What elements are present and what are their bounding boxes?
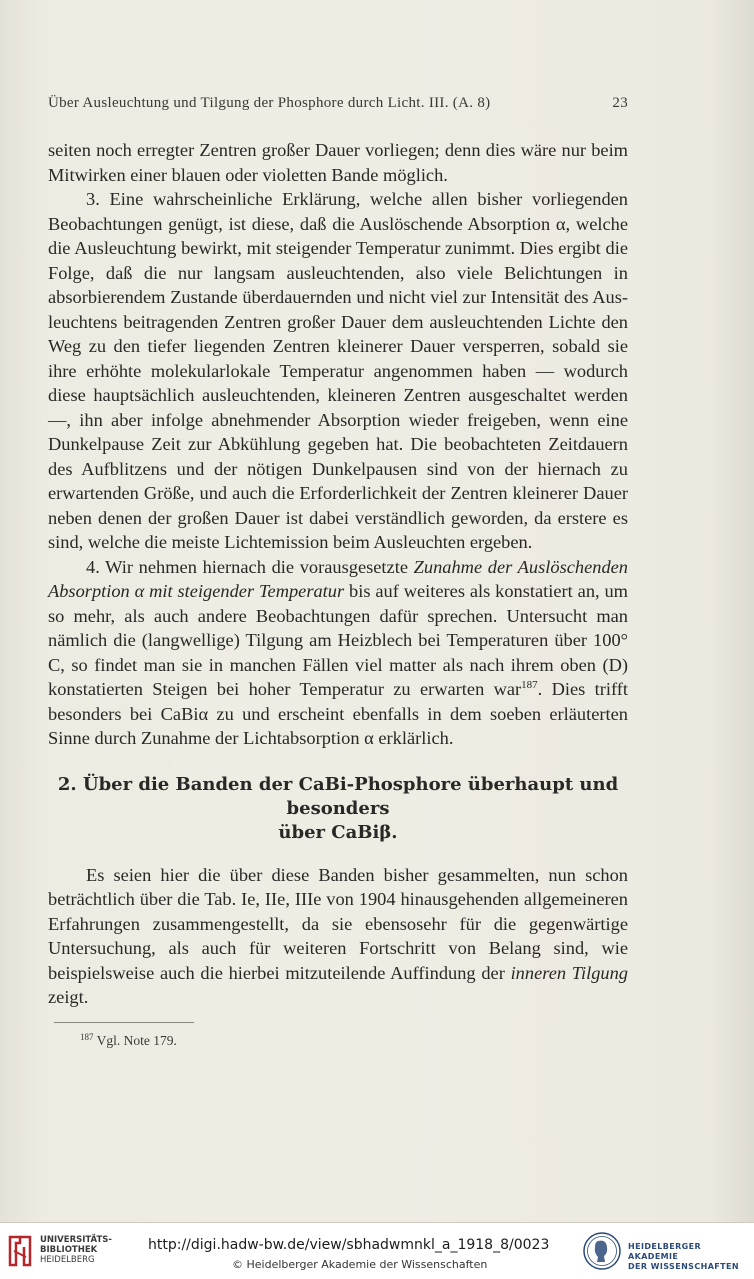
page-number: 23 <box>612 95 628 111</box>
paragraph-4-text-b: bis auf weiteres als konstatiert an, um so mehr, als auch andere Beobachtungen dafür sprechen. Untersucht man nämlich die (langwellige) Tilgung am Heizblech bei Temperaturen über 100° C, so findet man sie in manchen Fällen viel matter als nach ihrem oben (D) konstatierten Steigen bei hoher Temperatur zu erwarten war <box>48 581 628 699</box>
academy-line-2: DER WISSENSCHAFTEN <box>628 1262 739 1271</box>
running-header <box>48 95 628 112</box>
footnote-divider <box>54 1022 194 1023</box>
main-text <box>48 138 628 1053</box>
section-heading-line-1: 2. Über die Banden der CaBi-Phosphore überhaupt und besonders <box>57 773 619 819</box>
library-line-3: HEIDELBERG <box>40 1255 95 1265</box>
paragraph-4-emphasis: Zunahme der Auslöschenden Absorption α mit steigender Temperatur <box>48 556 628 601</box>
footnote-text: Vgl. Note 179. <box>93 1032 177 1048</box>
section-heading <box>48 773 628 845</box>
paragraph-4-text-c: . Dies trifft besonders bei CaBiα zu und erscheint ebenfalls in dem soeben erläuterten Sinne durch Zunahme der Lichtabsorption α erklärlich. <box>48 679 628 748</box>
running-title: Über Ausleuchtung und Tilgung der Phosphore durch Licht. III. (A. 8) <box>48 95 491 111</box>
paragraph-section-2-text-b: zeigt. <box>48 987 89 1007</box>
paragraph-section-2-emphasis: inneren Tilgung <box>510 962 628 983</box>
academy-line-1: HEIDELBERGER AKADEMIE <box>628 1242 702 1261</box>
section-heading-line-2: über CaBiβ. <box>278 821 398 843</box>
permalink-url[interactable]: http://digi.hadw-bw.de/view/sbhadwmnkl_a_1918_8/0023 <box>148 1237 550 1253</box>
footer-bar <box>0 1222 754 1279</box>
paragraph-3: 3. Eine wahrscheinliche Erklärung, welche allen bisher vorliegenden Beobachtungen genügt, ist diese, daß die Auslöschende Absorption α, welche die Ausleuchtung bewirkt, mit steigender Temperatur zunimmt. Dies ergibt die Folge, daß die nur langsam ausleuchtenden, also viele Belichtungen in absorbierendem Zustande überdauernden und nicht viel zur Intensität des Ausleuchtens beitragenden Zentren großer Dauer dem ausleuchtenden Lichte den Weg zu den tiefer liegenden Zentren kleinerer Dauer versperren, sobald sie ihre erhöhte molekularlokale Temperatur angenommen haben — wodurch diese hauptsächlich ausleuchtenden, kleineren Zentren ausgeschaltet werden —, ihn aber infolge abnehmender Absorption wieder freigeben, wenn eine Dunkelpause Zeit zur Abkühlung gegeben hat. Die beobachteten Zeitdauern des Aufblitzens und der nötigen Dunkelpausen sind von der hiernach zu erwartenden Größe, und auch die Erforderlichkeit der Zentren kleinerer Dauer neben denen der großen Dauer ist dabei verständlich geworden, da erstere es sind, welche die meiste Lichtemission beim Ausleuchten ergeben. <box>48 189 628 552</box>
academy-name <box>628 1242 754 1272</box>
copyright-notice: © Heidelberger Akademie der Wissenschaften <box>232 1258 488 1271</box>
footnote <box>80 1029 628 1054</box>
academy-seal-icon <box>582 1229 622 1273</box>
paragraph-4 <box>48 555 628 751</box>
paragraph-section-2-text-a: Es seien hier die über diese Banden bisher gesammelten, nun schon beträchtlich über die Tab. Ie, IIe, IIIe von 1904 hinausgehenden allgemeineren Erfahrungen zusammengestellt, da sie ebensosehr für die gegenwärtige Untersuchung, als auch für weiteren Fortschritt von Belang sind, wie beispielsweise auch die hierbei mitzuteilende Auffindung der <box>48 864 628 983</box>
library-line-1: UNIVERSITÄTS- <box>40 1235 112 1245</box>
library-line-2: BIBLIOTHEK <box>40 1245 98 1255</box>
university-library-logo-icon <box>6 1233 34 1269</box>
footnote-ref-187: 187 <box>521 679 538 691</box>
university-library-name <box>40 1235 112 1265</box>
paragraph-section-2 <box>48 863 628 1010</box>
paragraph-4-text-a: 4. Wir nehmen hiernach die vorausgesetzte <box>86 556 414 577</box>
paragraph-continuation: seiten noch erregter Zentren großer Dauer vorliegen; denn dies wäre nur beim Mitwirken einer blauen oder violetten Bande möglich. <box>48 140 628 185</box>
footnote-number: 187 <box>80 1031 94 1042</box>
